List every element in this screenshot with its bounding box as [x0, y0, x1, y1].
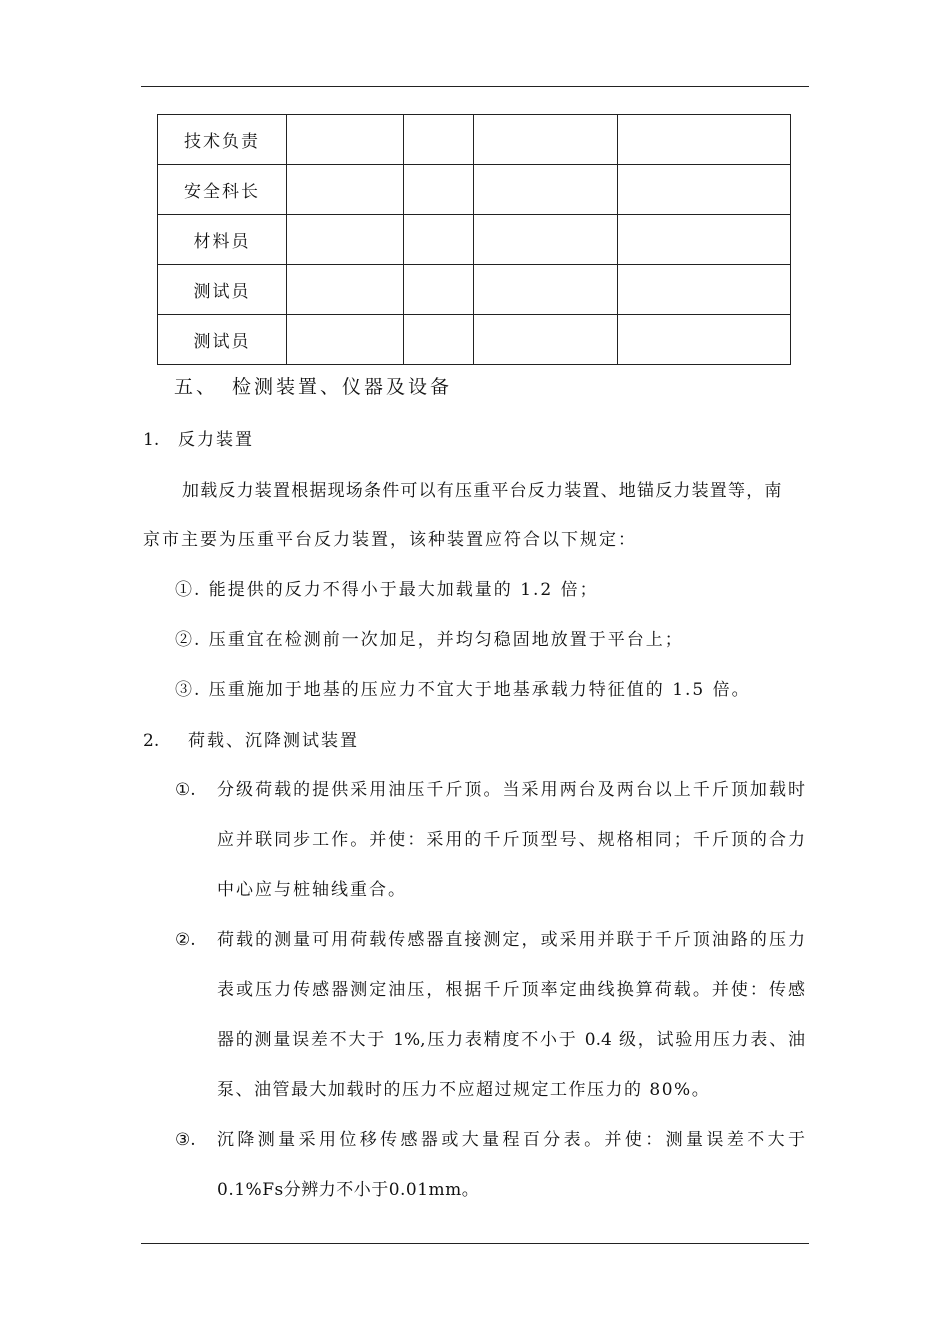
section-title: 检测装置、仪器及设备	[232, 376, 453, 398]
role-cell: 材料员	[158, 215, 287, 265]
item2-p2-line4: 泵、油管最大加载时的压力不应超过规定工作压力的 80%。	[217, 1080, 711, 1100]
table-row	[158, 165, 791, 215]
table-cell	[404, 115, 474, 165]
table-cell	[287, 115, 404, 165]
table-cell	[287, 215, 404, 265]
table-cell	[474, 315, 618, 365]
item2-p3-line2: 0.1%Fs分辨力不小于0.01mm。	[217, 1180, 480, 1200]
table-cell	[404, 265, 474, 315]
table-row	[158, 265, 791, 315]
item2-p2-line2: 表或压力传感器测定油压，根据千斤顶率定曲线换算荷载。并使：传感	[217, 980, 805, 1000]
role-cell: 安全科长	[158, 165, 287, 215]
item1-point-1: ①. 能提供的反力不得小于最大加载量的 1.2 倍；	[175, 580, 599, 600]
item2-p1-line1: 分级荷载的提供采用油压千斤顶。当采用两台及两台以上千斤顶加载时	[217, 780, 805, 800]
table-row	[158, 115, 791, 165]
table-cell	[287, 315, 404, 365]
item2-p3-marker: ③.	[175, 1130, 196, 1150]
table-cell	[474, 115, 618, 165]
table-cell	[404, 165, 474, 215]
item2-p1-marker: ①.	[175, 780, 196, 800]
table-cell	[618, 265, 791, 315]
table-cell	[287, 165, 404, 215]
table-cell	[474, 215, 618, 265]
item2-p2-line1: 荷载的测量可用荷载传感器直接测定，或采用并联于千斤顶油路的压力	[217, 930, 805, 950]
table-cell	[474, 265, 618, 315]
table-cell	[618, 215, 791, 265]
item2-p2-marker: ②.	[175, 930, 196, 950]
footer-rule	[141, 1243, 809, 1244]
item1-intro-line1: 加载反力装置根据现场条件可以有压重平台反力装置、地锚反力装置等，南	[182, 481, 783, 501]
item2-p1-line3: 中心应与桩轴线重合。	[217, 880, 407, 900]
item2-p1-line2: 应并联同步工作。并使：采用的千斤顶型号、规格相同；千斤顶的合力	[217, 830, 805, 850]
role-cell: 测试员	[158, 265, 287, 315]
table-cell	[618, 165, 791, 215]
table-cell	[404, 315, 474, 365]
table-cell	[618, 115, 791, 165]
header-rule	[141, 86, 809, 87]
table-cell	[474, 165, 618, 215]
role-cell: 技术负责	[158, 115, 287, 165]
item1-number: 1.	[143, 430, 160, 450]
item2-p3-line1: 沉降测量采用位移传感器或大量程百分表。并使：测量误差不大于	[217, 1130, 805, 1150]
table-row	[158, 315, 791, 365]
item2-p2-line3: 器的测量误差不大于 1%,压力表精度不小于 0.4 级，试验用压力表、油	[217, 1030, 805, 1050]
item2-title: 荷载、沉降测试装置	[188, 731, 359, 751]
table-row	[158, 215, 791, 265]
table-cell	[404, 215, 474, 265]
item1-title: 反力装置	[178, 430, 254, 450]
item1-point-3: ③. 压重施加于地基的压应力不宜大于地基承载力特征值的 1.5 倍。	[175, 680, 751, 700]
item1-intro-line2: 京市主要为压重平台反力装置，该种装置应符合以下规定：	[143, 530, 637, 550]
table-cell	[287, 265, 404, 315]
section-number: 五、	[174, 376, 219, 398]
table-cell	[618, 315, 791, 365]
staff-table	[157, 114, 791, 365]
item2-number: 2.	[143, 731, 160, 751]
item1-point-2: ②. 压重宜在检测前一次加足，并均匀稳固地放置于平台上；	[175, 630, 684, 650]
role-cell: 测试员	[158, 315, 287, 365]
